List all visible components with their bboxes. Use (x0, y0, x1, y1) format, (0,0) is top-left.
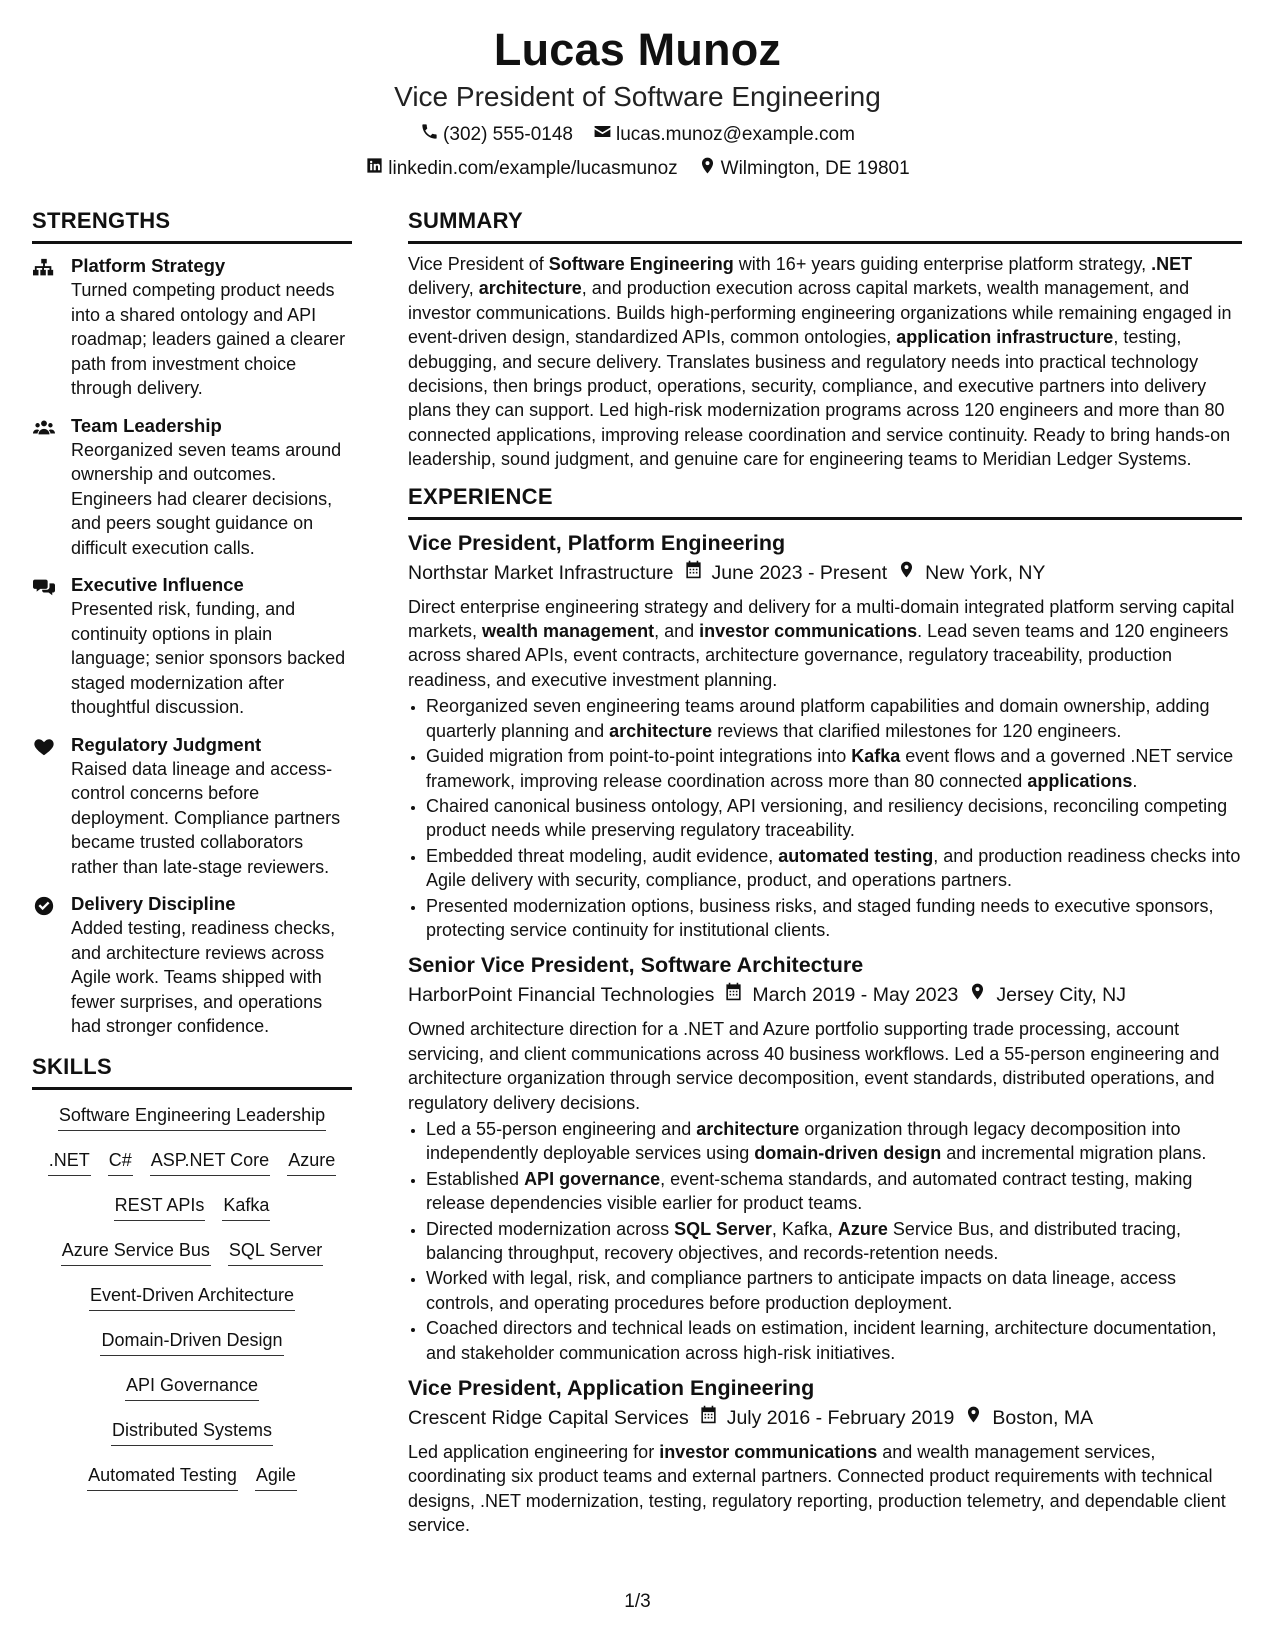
contact-row-1 (0, 122, 1275, 148)
strength-title: Platform Strategy (71, 255, 226, 276)
company-name: HarborPoint Financial Technologies (408, 984, 715, 1007)
check-circle-icon (33, 895, 55, 917)
bullet-item: • Coached directors and technical leads on estimation, incident learning, architecture documentation, and stakeholder communication across high-risk initiatives. (426, 1316, 1242, 1365)
bold-keyword: architecture (478, 278, 582, 299)
strength-description: Added testing, readiness checks, and architecture reviews across Agile work. Teams shipped with fewer surprises, and operations had stronger confidence. (71, 918, 336, 1036)
company-name: Northstar Market Infrastructure (408, 561, 674, 584)
right-column (408, 206, 1242, 1538)
skill-row (32, 1419, 352, 1464)
strength-description: Presented risk, funding, and continuity options in plain language; senior sponsors backed staged modernization after thoughtful discussion. (71, 599, 346, 717)
calendar-icon (724, 981, 743, 1009)
job-meta (408, 1404, 1242, 1432)
candidate-title: Vice President of Software Engineering (394, 81, 881, 112)
company-name: Crescent Ridge Capital Services (408, 1407, 689, 1430)
strength-item (32, 573, 352, 720)
skill-tag: Azure (287, 1149, 336, 1176)
strength-item (32, 733, 352, 880)
contact-row-2 (0, 156, 1275, 182)
envelope-icon (593, 122, 612, 148)
job-meta (408, 559, 1242, 587)
job-bullets (408, 1117, 1242, 1365)
skill-tag: API Governance (125, 1374, 259, 1401)
strengths-list (32, 254, 352, 1039)
job-meta (408, 981, 1242, 1009)
job-entry (408, 950, 1242, 1365)
skill-tag: Kafka (222, 1194, 270, 1221)
bullet-item: • Established API governance, event-schema standards, and automated contract testing, making release dependencies visible earlier for product teams. (426, 1167, 1242, 1216)
bold-keyword: wealth management (482, 621, 655, 642)
bold-keyword: domain-driven design (754, 1143, 942, 1164)
bold-keyword: architecture (609, 720, 713, 741)
job-bullets (408, 694, 1242, 942)
job-description: Direct enterprise engineering strategy and delivery for a multi-domain integrated platform serving capital markets, wealth management, and investor communications. Lead seven teams and 120 engineers across shared APIs, event contracts, architecture governance, regulatory traceability, production readiness, and executive investment planning. (408, 596, 1235, 690)
location-contact (698, 156, 910, 182)
bullet-item: • Presented modernization options, business risks, and staged funding needs to executive sponsors, protecting service continuity for institutional clients. (426, 894, 1242, 943)
skill-tag: Azure Service Bus (61, 1239, 211, 1266)
bullet-item: • Directed modernization across SQL Server, Kafka, Azure Service Bus, and distributed tracing, balancing throughput, recovery objectives, and records-retention needs. (426, 1217, 1242, 1266)
skill-tag: SQL Server (228, 1239, 323, 1266)
skill-row (32, 1374, 352, 1419)
page-number: 1/3 (624, 1591, 651, 1612)
phone-contact[interactable] (420, 122, 573, 148)
bold-keyword: applications (1027, 770, 1133, 791)
strength-item (32, 414, 352, 561)
skill-row (32, 1194, 352, 1239)
map-marker-icon (698, 156, 717, 182)
bullet-item: • Guided migration from point-to-point integrations into Kafka event flows and a governed .NET service framework, improving release coordination across more than 80 connected applications. (426, 744, 1242, 793)
skill-tag: Event-Driven Architecture (89, 1284, 295, 1311)
bold-keyword: Kafka (851, 746, 901, 767)
bold-keyword: investor communications (699, 621, 918, 642)
strength-description: Reorganized seven teams around ownership and outcomes. Engineers had clearer decisions, and peers sought guidance on difficult execution calls. (71, 439, 342, 558)
map-marker-icon (964, 1404, 983, 1432)
location-text: Wilmington, DE 19801 (720, 158, 910, 179)
resume-header (0, 22, 1275, 182)
skill-tag: Software Engineering Leadership (58, 1104, 326, 1131)
strength-title: Executive Influence (71, 574, 244, 595)
job-dates: June 2023 - Present (711, 561, 888, 584)
map-marker-icon (897, 559, 916, 587)
job-dates: July 2016 - February 2019 (726, 1407, 955, 1430)
skill-tag: REST APIs (114, 1194, 206, 1221)
sitemap-icon (33, 257, 55, 279)
job-title: Senior Vice President, Software Architecture (408, 953, 864, 978)
job-title: Vice President, Application Engineering (408, 1376, 815, 1401)
bullet-item: • Led a 55-person engineering and architecture organization through legacy decomposition into independently deployable services using domain-driven design and incremental migration plans. (426, 1117, 1242, 1166)
bold-keyword: API governance (524, 1168, 661, 1189)
job-entry (408, 528, 1242, 943)
job-location: Jersey City, NJ (996, 984, 1127, 1007)
strength-title: Delivery Discipline (71, 893, 236, 914)
bullet-item: • Reorganized seven engineering teams around platform capabilities and domain ownership, adding quarterly planning and architecture reviews that clarified milestones for 120 engineers. (426, 694, 1242, 743)
skill-row (32, 1329, 352, 1374)
strength-item (32, 892, 352, 1039)
strength-item (32, 254, 352, 401)
skills-list (32, 1104, 352, 1509)
candidate-name: Lucas Munoz (493, 24, 782, 75)
comments-icon (33, 576, 55, 598)
strength-description: Raised data lineage and access-control concerns before deployment. Compliance partners became trusted collaborators rather than late-stage reviewers. (71, 758, 341, 877)
left-column (32, 206, 352, 1509)
map-marker-icon (968, 981, 987, 1009)
skill-tag: Distributed Systems (111, 1419, 273, 1446)
skill-row (32, 1104, 352, 1149)
bold-keyword: Azure (837, 1218, 888, 1239)
job-title: Vice President, Platform Engineering (408, 530, 786, 555)
bold-keyword: SQL Server (674, 1218, 772, 1239)
job-location: Boston, MA (992, 1407, 1094, 1430)
email-contact[interactable] (593, 122, 855, 148)
bold-keyword: investor communications (659, 1442, 878, 1463)
bullet-item: • Chaired canonical business ontology, API versioning, and resiliency decisions, reconciling competing product needs while preserving regulatory traceability. (426, 794, 1242, 843)
phone-text: (302) 555-0148 (443, 124, 573, 145)
bold-keyword: automated testing (778, 845, 934, 866)
job-location: New York, NY (925, 561, 1046, 584)
strength-title: Team Leadership (71, 414, 222, 436)
calendar-icon (684, 559, 703, 587)
bullet-item: • Worked with legal, risk, and compliance partners to anticipate impacts on data lineage, access controls, and operating procedures before production deployment. (426, 1266, 1242, 1315)
linkedin-icon (365, 156, 384, 182)
linkedin-contact[interactable] (365, 156, 677, 182)
job-description: Owned architecture direction for a .NET and Azure portfolio supporting trade processing, account servicing, and client communications across 40 business workflows. Led a 55-person engineering and architecture organization through service decomposition, event standards, distributed operations, and regulatory delivery decisions. (408, 1019, 1220, 1113)
bold-keyword: application infrastructure (896, 327, 1114, 348)
calendar-icon (699, 1404, 718, 1432)
strength-description: Turned competing product needs into a shared ontology and API roadmap; leaders gained a clearer path from investment choice through delivery. (71, 280, 346, 398)
users-icon (33, 417, 55, 439)
summary-heading: SUMMARY (408, 206, 1242, 244)
skill-tag: ASP.NET Core (150, 1149, 270, 1176)
skills-heading: SKILLS (32, 1052, 352, 1090)
skill-tag: .NET (48, 1149, 91, 1176)
strength-title: Regulatory Judgment (71, 733, 262, 755)
linkedin-text: linkedin.com/example/lucasmunoz (388, 158, 678, 179)
summary-text: Vice President of Software Engineering with 16+ years guiding enterprise platform strategy, .NET delivery, architecture, and production execution across capital markets, wealth management, and investor communications. Builds high-performing engineering organizations while remaining engaged in event-driven design, standardized APIs, common ontologies, application infrastructure, testing, debugging, and secure delivery. Translates business and regulatory needs into practical technology decisions, then brings product, operations, security, compliance, and executive partners into delivery plans they can support. Led high-risk modernization programs across 120 engineers and more than 80 connected applications, improving release coordination and service continuity. Ready to bring hands-on leadership, sound judgment, and genuine care for engineering teams to Meridian Ledger Systems. (408, 254, 1232, 470)
skill-tag: Agile (255, 1464, 297, 1491)
skill-row (32, 1464, 352, 1509)
skill-tag: Automated Testing (87, 1464, 238, 1491)
heart-icon (33, 736, 55, 758)
email-text: lucas.munoz@example.com (615, 124, 855, 145)
bold-keyword: architecture (696, 1118, 800, 1139)
bullet-item: • Embedded threat modeling, audit evidence, automated testing, and production readiness checks into Agile delivery with security, compliance, product, and operations partners. (426, 844, 1242, 893)
experience-list (408, 528, 1242, 1538)
skill-row (32, 1239, 352, 1284)
job-dates: March 2019 - May 2023 (752, 984, 959, 1007)
phone-icon (420, 122, 439, 148)
skill-row (32, 1149, 352, 1194)
job-entry (408, 1373, 1242, 1538)
experience-heading: EXPERIENCE (408, 482, 1242, 520)
strengths-heading: STRENGTHS (32, 206, 352, 244)
skill-tag: Domain-Driven Design (100, 1329, 283, 1356)
bold-keyword: Software Engineering (548, 254, 734, 274)
job-description: Led application engineering for investor communications and wealth management services, coordinating six product teams and external partners. Connected product requirements with technical designs, .NET modernization, testing, regulatory reporting, production telemetry, and dependable client service. (408, 1442, 1226, 1536)
skill-tag: C# (108, 1149, 133, 1176)
skill-row (32, 1284, 352, 1329)
bold-keyword: .NET (1151, 254, 1193, 274)
